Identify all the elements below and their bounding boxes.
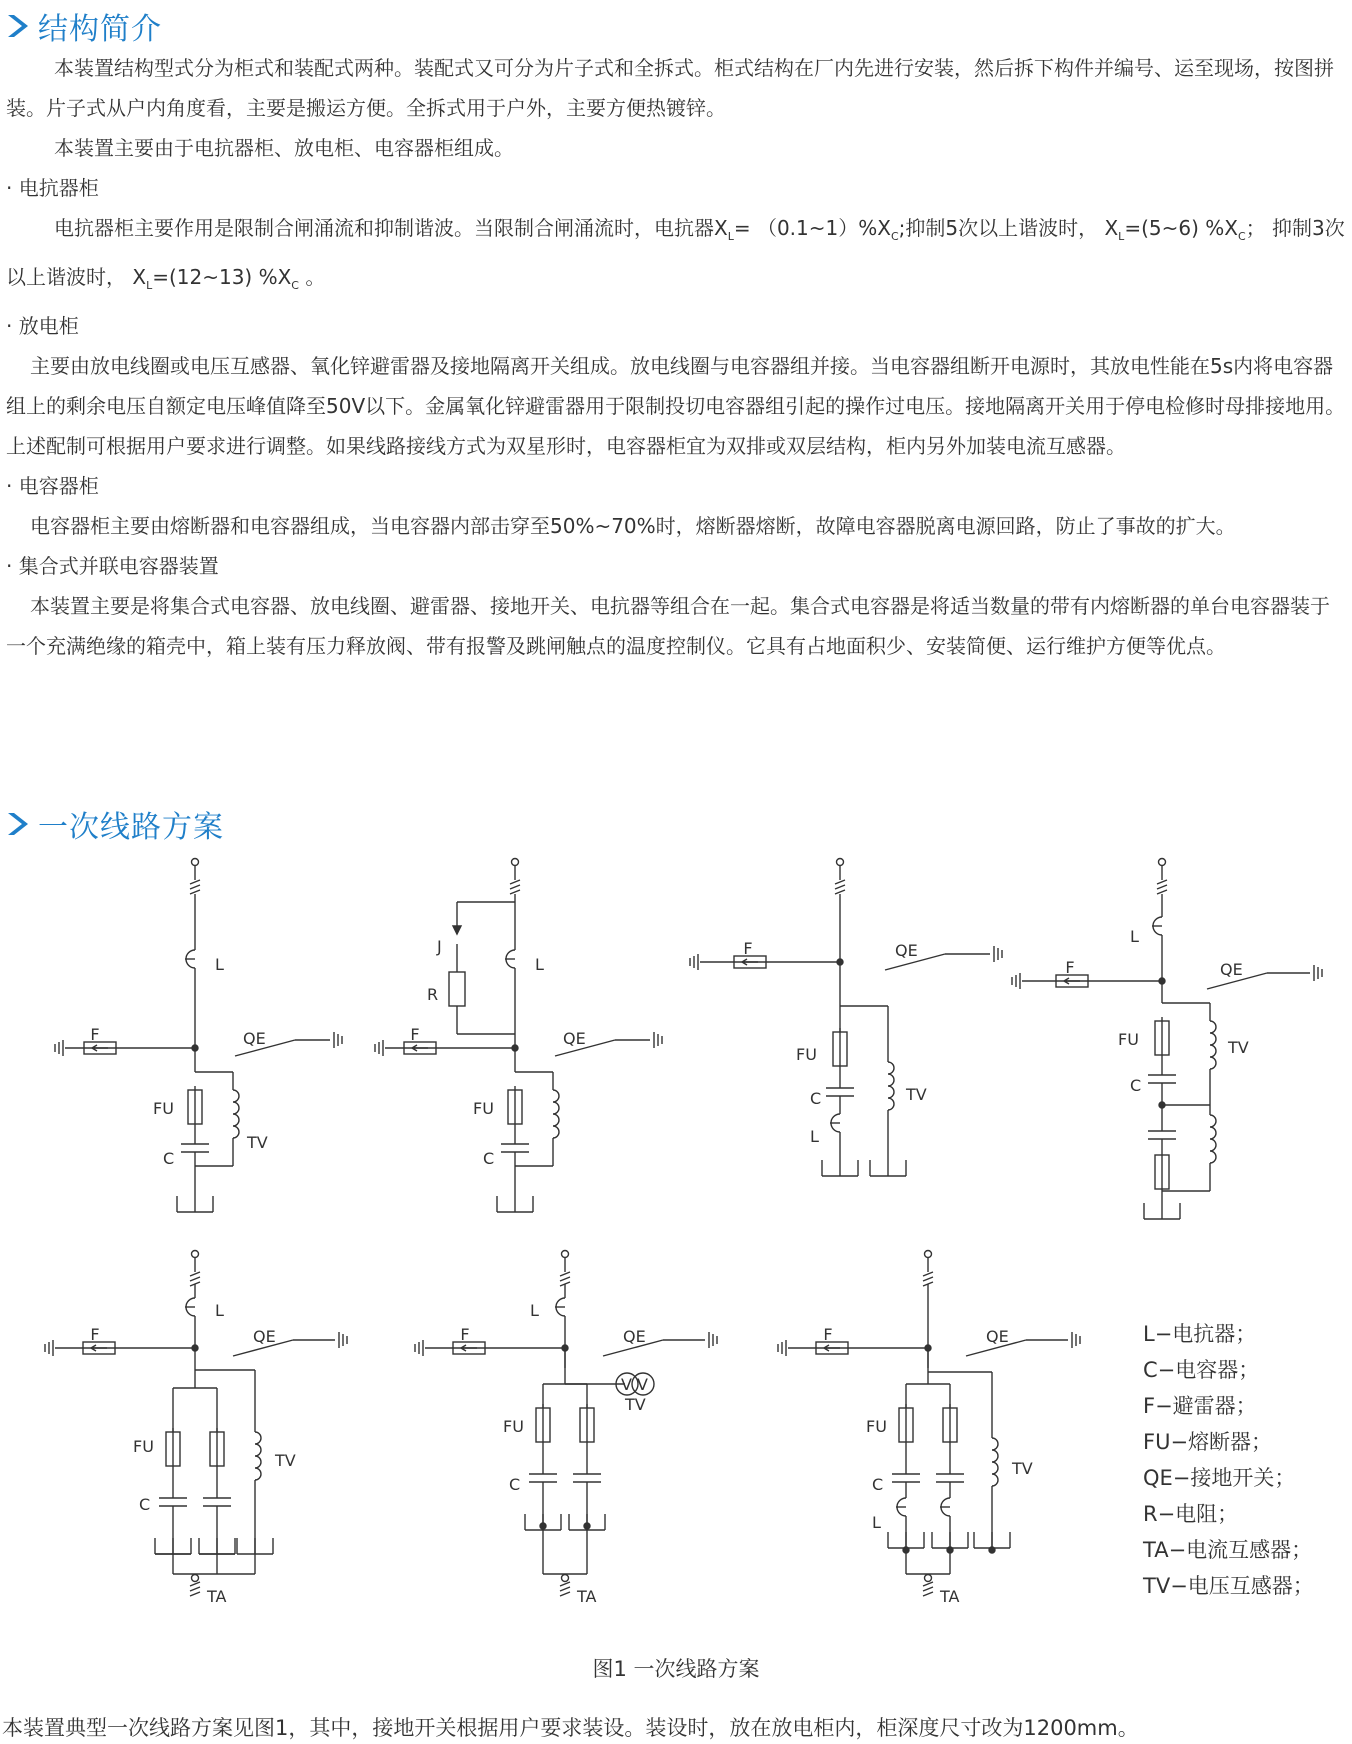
label-fu: FU	[133, 1437, 154, 1456]
cable-tick-icon	[190, 1272, 200, 1286]
intro-body	[6, 48, 1346, 666]
label-c: C	[872, 1475, 884, 1494]
label-v: V	[621, 1375, 632, 1394]
terminal-icon	[837, 859, 844, 866]
section-title: 一次线路方案	[38, 810, 224, 845]
label-qe: QE	[986, 1327, 1009, 1346]
label-f: F	[90, 1025, 100, 1044]
legend-item: L−电抗器；	[1143, 1322, 1257, 1346]
label-fu: FU	[503, 1417, 524, 1436]
cable-tick-icon	[1157, 880, 1167, 894]
junction-dot	[989, 1547, 995, 1553]
label-qe: QE	[623, 1327, 646, 1346]
legend-item: TV−电压互感器；	[1143, 1574, 1314, 1598]
coil-icon	[233, 1090, 239, 1138]
cable-tick-icon	[923, 1582, 933, 1596]
terminal-icon	[562, 1251, 569, 1258]
label-ta: TA	[577, 1587, 597, 1606]
arrester-arrow	[1064, 978, 1080, 984]
label-f: F	[743, 939, 753, 958]
junction-dot	[903, 1547, 909, 1553]
label-c: C	[483, 1149, 495, 1168]
arrester-arrow	[91, 1345, 107, 1351]
assembly-paragraph: 本装置主要是将集合式电容器、放电线圈、避雷器、接地开关、电抗器等组合在一起。集合式电容器是将适当数量的带有内熔断器的单台电容器装于一个充满绝缘的箱壳中，箱上装有压力释放阀、带有报警及跳闸触点的温度控制仪。它具有占地面积少、安装简便、运行维护方便等优点。	[6, 594, 1330, 658]
legend-item: C−电容器；	[1143, 1358, 1260, 1382]
label-tv: TV	[1228, 1038, 1249, 1057]
terminal-icon	[192, 1251, 199, 1258]
arrester-arrow	[742, 959, 758, 965]
label-l: L	[215, 1301, 224, 1320]
label-f: F	[410, 1025, 420, 1044]
legend-item: FU−熔断器；	[1143, 1430, 1273, 1454]
label-qe: QE	[563, 1029, 586, 1048]
switch-arrow-icon	[453, 926, 461, 934]
junction-dot	[947, 1547, 953, 1553]
coil-icon	[1210, 1115, 1216, 1163]
label-qe: QE	[253, 1327, 276, 1346]
label-f: F	[460, 1325, 470, 1344]
label-tv: TV	[625, 1395, 646, 1414]
coil-icon	[553, 1090, 559, 1138]
label-l: L	[535, 955, 544, 974]
label-l: L	[1130, 927, 1139, 946]
capacitor-paragraph: 电容器柜主要由熔断器和电容器组成，当电容器内部击穿至50%~70%时，熔断器熔断，故障电容器脱离电源回路，防止了事故的扩大。	[30, 514, 1236, 538]
cable-tick-icon	[560, 1582, 570, 1596]
arrester-arrow	[92, 1045, 108, 1051]
label-ta: TA	[207, 1587, 227, 1606]
label-qe: QE	[243, 1029, 266, 1048]
terminal-icon	[512, 859, 519, 866]
discharge-heading: · 放电柜	[6, 314, 79, 338]
cable-tick-icon	[560, 1272, 570, 1286]
label-l: L	[215, 955, 224, 974]
legend-item: R−电阻；	[1143, 1502, 1239, 1526]
label-f: F	[90, 1325, 100, 1344]
label-ta: TA	[940, 1587, 960, 1606]
label-qe: QE	[1220, 960, 1243, 979]
label-fu: FU	[473, 1099, 494, 1118]
terminal-icon	[1159, 859, 1166, 866]
label-tv: TV	[275, 1451, 296, 1470]
coil-icon	[255, 1432, 261, 1480]
label-tv: TV	[1012, 1459, 1033, 1478]
label-c: C	[509, 1475, 521, 1494]
label-fu: FU	[153, 1099, 174, 1118]
cable-tick-icon	[190, 880, 200, 894]
label-f: F	[1065, 958, 1075, 977]
label-c: C	[163, 1149, 175, 1168]
section-header-circuit	[4, 802, 224, 846]
capacitor-heading: · 电容器柜	[6, 474, 99, 498]
legend-item: QE−接地开关；	[1143, 1466, 1296, 1490]
chevron-right-icon	[4, 809, 32, 839]
footnote: 本装置典型一次线路方案见图1，其中，接地开关根据用户要求装设。装设时，放在放电柜内，柜深度尺寸改为1200mm。	[2, 1716, 1139, 1740]
label-v: V	[637, 1375, 648, 1394]
label-l: L	[872, 1513, 881, 1532]
diagram-legend	[1143, 1316, 1314, 1604]
figure-caption: 图1 一次线路方案	[592, 1657, 760, 1681]
section-header-structure	[4, 4, 162, 48]
label-tv: TV	[906, 1085, 927, 1104]
legend-item: TA−电流互感器；	[1143, 1538, 1313, 1562]
coil-icon	[1210, 1021, 1216, 1069]
resistor-icon	[449, 972, 465, 1006]
assembly-heading: · 集合式并联电容器装置	[6, 554, 219, 578]
label-l: L	[810, 1127, 819, 1146]
label-j: J	[437, 937, 442, 956]
reactor-heading: · 电抗器柜	[6, 176, 99, 200]
label-l: L	[530, 1301, 539, 1320]
arrester-arrow	[412, 1045, 428, 1051]
label-tv: TV	[247, 1133, 268, 1152]
intro-paragraph-2: 本装置主要由于电抗器柜、放电柜、电容器柜组成。	[54, 136, 514, 160]
label-c: C	[810, 1089, 822, 1108]
label-fu: FU	[1118, 1030, 1139, 1049]
terminal-icon	[192, 859, 199, 866]
terminal-icon	[562, 1575, 569, 1582]
legend-item: F−避雷器；	[1143, 1394, 1257, 1418]
label-qe: QE	[895, 941, 918, 960]
label-fu: FU	[796, 1045, 817, 1064]
cable-tick-icon	[923, 1272, 933, 1286]
terminal-icon	[925, 1251, 932, 1258]
label-c: C	[139, 1495, 151, 1514]
arrester-arrow	[824, 1345, 840, 1351]
label-fu: FU	[866, 1417, 887, 1436]
terminal-icon	[925, 1575, 932, 1582]
coil-icon	[992, 1438, 998, 1486]
arrester-arrow	[461, 1345, 477, 1351]
cable-tick-icon	[835, 880, 845, 894]
terminal-icon	[192, 1575, 199, 1582]
label-r: R	[427, 985, 439, 1004]
intro-paragraph-1: 本装置结构型式分为柜式和装配式两种。装配式又可分为片子式和全拆式。柜式结构在厂内先进行安装，然后拆下构件并编号、运至现场，按图拼装。片子式从户内角度看，主要是搬运方便。全拆式用于户外，主要方便热镀锌。	[6, 56, 1334, 120]
cable-tick-icon	[510, 880, 520, 894]
chevron-right-icon	[4, 11, 32, 41]
discharge-paragraph: 主要由放电线圈或电压互感器、氧化锌避雷器及接地隔离开关组成。放电线圈与电容器组并接。当电容器组断开电源时，其放电性能在5s内将电容器组上的剩余电压自额定电压峰值降至50V以下。金属氧化锌避雷器用于限制投切电容器组引起的操作过电压。接地隔离开关用于停电检修时母排接地用。上述配制可根据用户要求进行调整。如果线路接线方式为双星形时，电容器柜宜为双排或双层结构，柜内另外加装电流互感器。	[6, 354, 1346, 458]
cable-tick-icon	[190, 1582, 200, 1596]
label-c: C	[1130, 1076, 1142, 1095]
coil-icon	[888, 1062, 894, 1110]
section-title: 结构简介	[38, 12, 162, 47]
reactor-paragraph: 电抗器柜主要作用是限制合闸涌流和抑制谐波。当限制合闸涌流时，电抗器$X_L=$ $(0.1\sim 1)\%X_C$;抑制5次以上谐波时， $X_L=(5\sim 6)$ $\%X_C$； 抑制3次以上谐波时， $X_L=(12\sim 13)$ $\%X_C$ 。	[6, 216, 1345, 292]
label-f: F	[823, 1325, 833, 1344]
